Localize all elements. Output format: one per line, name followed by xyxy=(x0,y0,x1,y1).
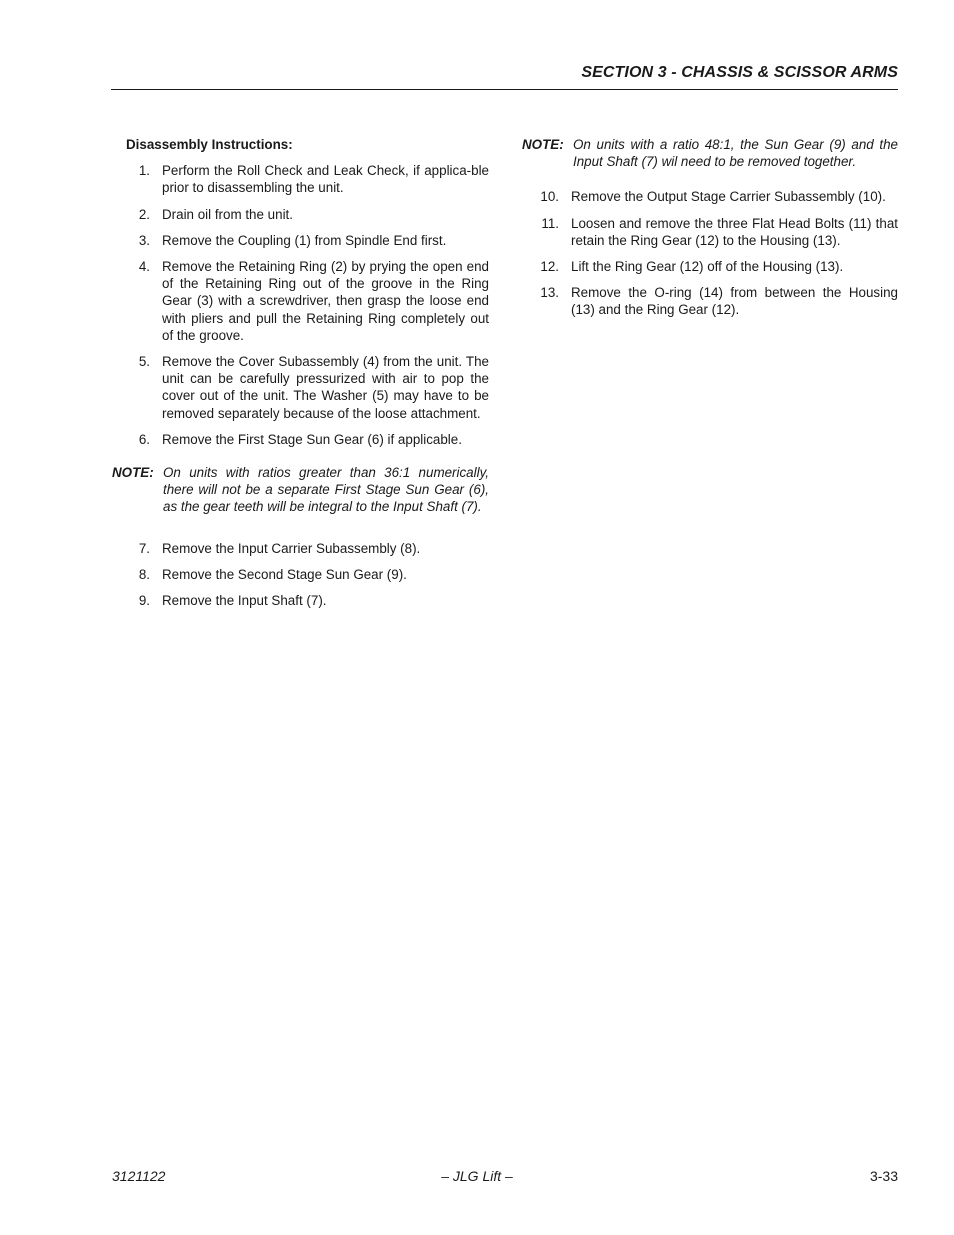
step-text: Perform the Roll Check and Leak Check, if applica-ble prior to disassembling the unit. xyxy=(162,163,489,196)
step-text: Remove the Output Stage Carrier Subassembly (10). xyxy=(571,189,886,205)
step-5 xyxy=(112,353,489,422)
step-7 xyxy=(112,540,489,557)
step-number: 4. xyxy=(138,259,150,275)
step-text: Remove the O-ring (14) from between the Housing (13) and the Ring Gear (12). xyxy=(571,285,898,318)
step-text: Remove the Input Shaft (7). xyxy=(162,593,327,609)
step-text: Loosen and remove the three Flat Head Bolts (11) that retain the Ring Gear (12) to the Housing (13). xyxy=(571,215,898,248)
step-number: 12. xyxy=(540,259,559,275)
note-ratio-36 xyxy=(112,464,489,516)
note-label: NOTE: xyxy=(112,465,154,481)
section-title: SECTION 3 - CHASSIS & SCISSOR ARMS xyxy=(581,64,898,81)
note-ratio-48 xyxy=(522,136,898,170)
step-text: Remove the Retaining Ring (2) by prying the open end of the Retaining Ring out of the groove in the Ring Gear (3) with a screwdriver, then grasp the loose end with pliers and pull the Retaining Ring completely out of the groove. xyxy=(162,259,489,343)
step-text: Remove the Input Carrier Subassembly (8). xyxy=(162,540,421,556)
step-number: 10. xyxy=(540,189,559,205)
step-number: 3. xyxy=(138,232,150,248)
step-13 xyxy=(522,284,898,318)
right-column xyxy=(522,136,898,328)
disassembly-heading: Disassembly Instructions: xyxy=(126,137,293,152)
step-1 xyxy=(112,162,489,196)
note-text: On units with a ratio 48:1, the Sun Gear (9) and the Input Shaft (7) wil need to be removed together. xyxy=(573,137,898,170)
note-label: NOTE: xyxy=(522,137,564,152)
step-3 xyxy=(112,232,489,249)
step-number: 1. xyxy=(138,163,150,179)
step-6 xyxy=(112,431,489,448)
publisher-name: – JLG Lift – xyxy=(441,1168,513,1184)
step-text: Remove the First Stage Sun Gear (6) if applicable. xyxy=(162,431,462,447)
step-text: Remove the Second Stage Sun Gear (9). xyxy=(162,566,407,582)
step-4 xyxy=(112,258,489,344)
step-text: Remove the Coupling (1) from Spindle End first. xyxy=(162,232,447,248)
step-number: 5. xyxy=(138,354,150,370)
step-text: Drain oil from the unit. xyxy=(162,206,293,222)
step-number: 2. xyxy=(138,206,150,222)
page-number: 3-33 xyxy=(869,1168,898,1184)
step-9 xyxy=(112,592,489,609)
left-column xyxy=(112,136,489,618)
step-text: Remove the Cover Subassembly (4) from the unit. The unit can be carefully pressurized with air to pop the cover out of the unit. The Washer (5) may have to be removed separately because of the loose attachment. xyxy=(162,354,489,421)
step-2 xyxy=(112,206,489,223)
document-number: 3121122 xyxy=(112,1168,166,1184)
step-number: 8. xyxy=(138,566,150,582)
note-text: On units with ratios greater than 36:1 numerically, there will not be a separate First Stage Sun Gear (6), as the gear teeth will be integral to the Input Shaft (7). xyxy=(163,465,489,515)
step-8 xyxy=(112,566,489,583)
step-number: 9. xyxy=(138,593,150,609)
header-divider xyxy=(111,89,898,90)
step-number: 7. xyxy=(138,540,150,556)
step-number: 6. xyxy=(138,431,150,447)
step-10 xyxy=(522,188,898,205)
step-11 xyxy=(522,215,898,249)
step-number: 11. xyxy=(541,215,559,231)
step-text: Lift the Ring Gear (12) off of the Housing (13). xyxy=(571,259,844,275)
step-12 xyxy=(522,258,898,275)
step-number: 13. xyxy=(540,285,559,301)
